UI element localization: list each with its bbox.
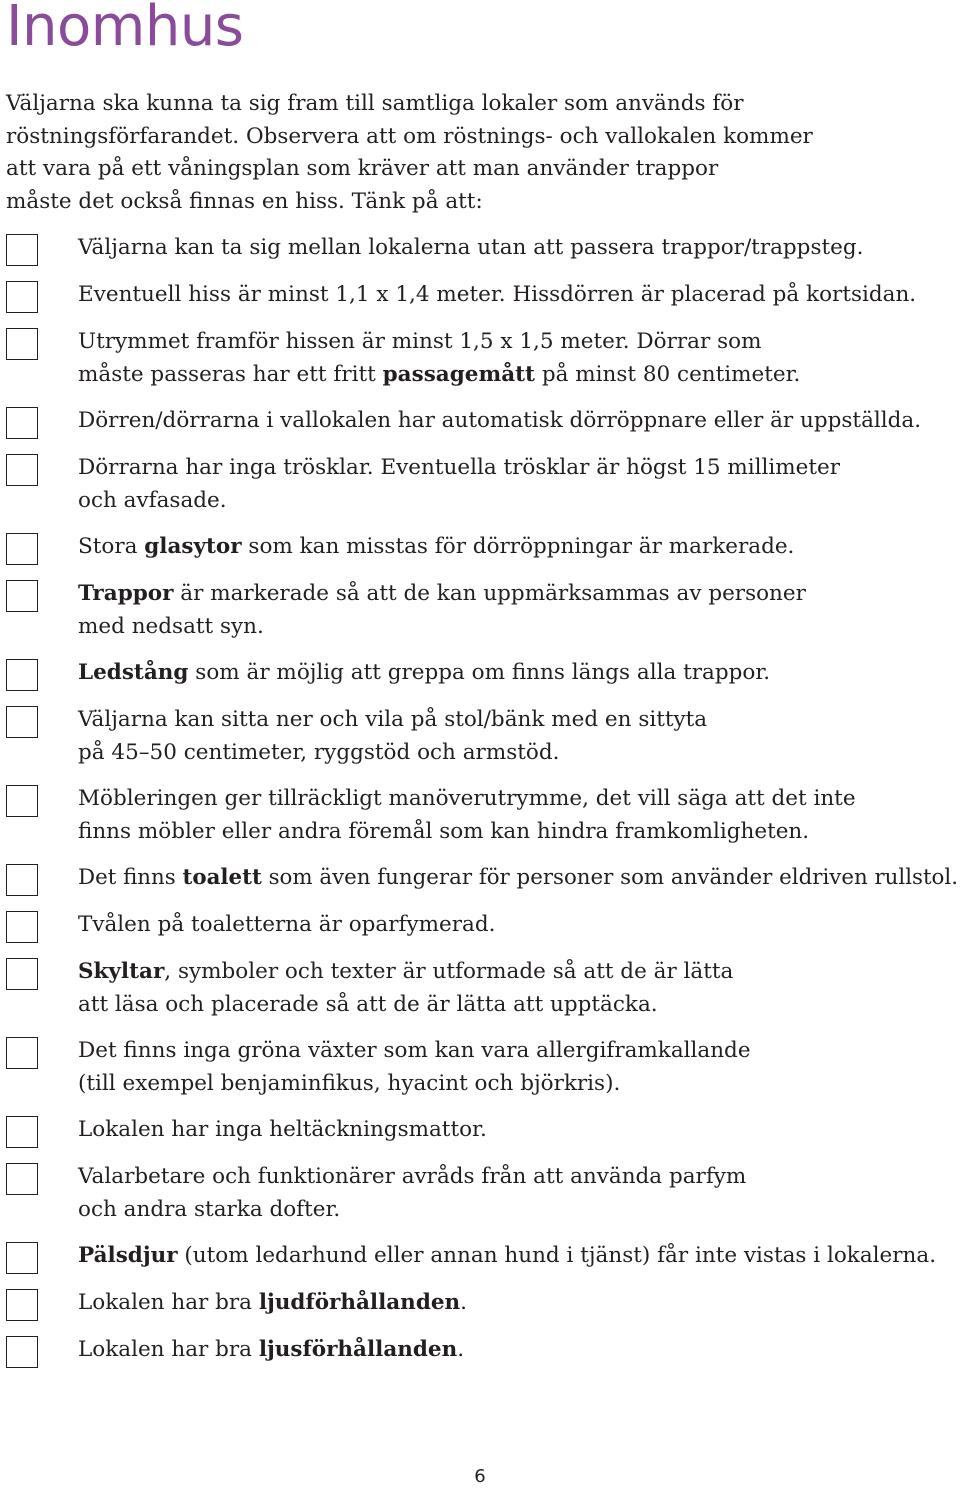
checklist-line (78, 1035, 958, 1068)
text-segment: Det finns (78, 865, 183, 890)
bold-term: glasytor (144, 534, 242, 559)
checklist-line (78, 1068, 958, 1101)
checkbox[interactable] (6, 1336, 38, 1368)
checklist-line (78, 816, 958, 849)
checklist-line (78, 611, 958, 644)
checklist-item-text (78, 704, 958, 769)
checklist-line (78, 737, 958, 770)
text-segment: och avfasade. (78, 487, 227, 513)
checkbox[interactable] (6, 407, 38, 439)
checkbox[interactable] (6, 785, 38, 817)
checkbox[interactable] (6, 958, 38, 990)
checklist-item-text (78, 1334, 958, 1367)
text-segment: som kan misstas för dörröppningar är markerade. (241, 534, 795, 559)
text-segment: Väljarna kan ta sig mellan lokalerna utan att passera trappor/trappsteg. (78, 235, 864, 260)
text-segment: och andra starka dofter. (78, 1196, 341, 1222)
text-segment: att läsa och placerade så att de är lätta att upptäcka. (78, 991, 658, 1017)
text-segment: på minst 80 centimeter. (534, 361, 801, 387)
checkbox[interactable] (6, 1037, 38, 1069)
checkbox[interactable] (6, 1116, 38, 1148)
text-segment: . (460, 1290, 468, 1315)
text-segment: (utom ledarhund eller annan hund i tjänst) får inte vistas i lokalerna. (177, 1243, 937, 1268)
checklist-item-text (78, 531, 958, 564)
checkbox[interactable] (6, 533, 38, 565)
bold-term: ljudförhållanden (258, 1290, 461, 1315)
text-segment: Stora (78, 534, 145, 559)
checklist-item-text (78, 232, 958, 265)
bold-term: Pälsdjur (78, 1243, 178, 1268)
checklist-line (78, 862, 958, 895)
checklist-item-text (78, 862, 958, 895)
text-segment: Det finns inga gröna växter som kan vara allergiframkallande (78, 1038, 751, 1063)
text-segment: som är möjlig att greppa om finns längs alla trappor. (188, 660, 771, 685)
text-segment: (till exempel benjaminfikus, hyacint och björkris). (78, 1070, 621, 1096)
intro-line: att vara på ett våningsplan som kräver att man använder trappor (6, 156, 719, 181)
checklist-line (78, 1334, 958, 1367)
page-number: 6 (474, 1466, 486, 1487)
checkbox[interactable] (6, 659, 38, 691)
checkbox[interactable] (6, 911, 38, 943)
text-segment: Möbleringen ger tillräckligt manöverutrymme, det vill säga att det inte (78, 786, 856, 811)
checklist-item-text (78, 909, 958, 942)
checklist-line (78, 783, 958, 816)
checklist-line (78, 279, 958, 312)
checklist-item-text (78, 405, 958, 438)
text-segment: Lokalen har inga heltäckningsmattor. (78, 1117, 487, 1142)
text-segment: , symboler och texter är utformade så att de är lätta (164, 959, 734, 984)
checklist-line (78, 1114, 958, 1147)
checklist-line (78, 578, 958, 611)
checkbox[interactable] (6, 1289, 38, 1321)
checklist-line (78, 956, 958, 989)
page-title: Inomhus (6, 0, 244, 59)
checklist-line (78, 909, 958, 942)
checkbox[interactable] (6, 706, 38, 738)
text-segment: som även fungerar för personer som använder eldriven rullstol. (261, 865, 958, 890)
text-segment: Eventuell hiss är minst 1,1 x 1,4 meter. Hissdörren är placerad på kortsidan. (78, 282, 917, 307)
text-segment: Utrymmet framför hissen är minst 1,5 x 1,5 meter. Dörrar som (78, 329, 762, 354)
text-segment: Tvålen på toaletterna är oparfymerad. (78, 912, 496, 937)
checklist-line (78, 1287, 958, 1320)
checklist-line (78, 405, 958, 438)
text-segment: . (457, 1337, 465, 1362)
bold-term: passagemått (382, 361, 535, 387)
bold-term: Ledstång (78, 660, 189, 685)
intro-line: Väljarna ska kunna ta sig fram till samtliga lokaler som används för (6, 91, 744, 116)
checklist-item-text (78, 326, 958, 391)
text-segment: Lokalen har bra (78, 1337, 259, 1362)
checklist-line (78, 531, 958, 564)
checklist-item-text (78, 1287, 958, 1320)
checklist-item-text (78, 657, 958, 690)
checkbox[interactable] (6, 1163, 38, 1195)
intro-paragraph (6, 88, 906, 218)
checklist-line (78, 1194, 958, 1227)
checklist-item-text (78, 783, 958, 848)
text-segment: finns möbler eller andra föremål som kan hindra framkomligheten. (78, 818, 810, 844)
intro-line: röstningsförfarandet. Observera att om röstnings- och vallokalen kommer (6, 123, 813, 149)
text-segment: måste passeras har ett fritt (78, 361, 383, 387)
text-segment: Lokalen har bra (78, 1290, 259, 1315)
checklist-item-text (78, 1035, 958, 1100)
checkbox[interactable] (6, 1242, 38, 1274)
checkbox[interactable] (6, 580, 38, 612)
checkbox[interactable] (6, 454, 38, 486)
checklist-line (78, 657, 958, 690)
checklist-line (78, 359, 958, 392)
checkbox[interactable] (6, 281, 38, 313)
text-segment: är markerade så att de kan uppmärksammas av personer (173, 581, 806, 606)
checklist-line (78, 1240, 958, 1273)
intro-line: måste det också finnas en hiss. Tänk på att: (6, 188, 483, 214)
text-segment: Dörren/dörrarna i vallokalen har automatisk dörröppnare eller är uppställda. (78, 408, 922, 433)
text-segment: Valarbetare och funktionärer avråds från att använda parfym (78, 1164, 747, 1189)
text-segment: på 45–50 centimeter, ryggstöd och armstöd. (78, 739, 560, 765)
checklist-item-text (78, 279, 958, 312)
checklist-line (78, 1161, 958, 1194)
checklist-item-text (78, 1161, 958, 1226)
bold-term: toalett (182, 865, 262, 890)
text-segment: med nedsatt syn. (78, 613, 264, 639)
checklist-item-text (78, 1114, 958, 1147)
bold-term: ljusförhållanden (258, 1337, 458, 1362)
checkbox[interactable] (6, 234, 38, 266)
text-segment: Dörrarna har inga trösklar. Eventuella trösklar är högst 15 millimeter (78, 455, 841, 480)
checklist-item-text (78, 452, 958, 517)
checklist-line (78, 452, 958, 485)
checklist-line (78, 485, 958, 518)
text-segment: Väljarna kan sitta ner och vila på stol/bänk med en sittyta (78, 707, 708, 732)
checkbox[interactable] (6, 864, 38, 896)
checkbox[interactable] (6, 328, 38, 360)
checklist-item-text (78, 1240, 958, 1273)
checklist-line (78, 232, 958, 265)
checklist-line (78, 989, 958, 1022)
checklist-item-text (78, 578, 958, 643)
checklist-line (78, 326, 958, 359)
bold-term: Skyltar (78, 959, 165, 984)
checklist-line (78, 704, 958, 737)
checklist-item-text (78, 956, 958, 1021)
bold-term: Trappor (78, 581, 174, 606)
